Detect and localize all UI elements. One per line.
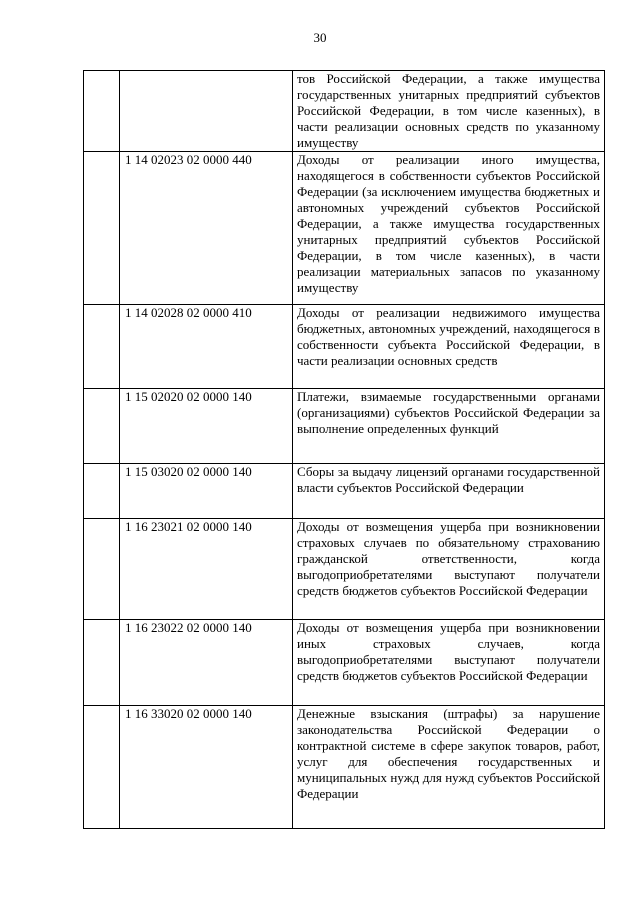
revenue-code-cell: 1 16 23022 02 0000 140 xyxy=(120,620,293,706)
table-row xyxy=(84,389,605,464)
row-number-cell xyxy=(84,305,120,389)
revenue-code-cell: 1 15 03020 02 0000 140 xyxy=(120,464,293,519)
revenue-description-text: Доходы от возмещения ущерба при возникновении иных страховых случаев, когда выгодоприобретателями выступают получатели средств бюджетов субъектов Российской Федерации xyxy=(297,620,600,683)
revenue-code-cell xyxy=(120,71,293,152)
revenue-description-cell xyxy=(293,519,605,620)
revenue-description-cell xyxy=(293,152,605,305)
row-number-cell xyxy=(84,71,120,152)
row-number-cell xyxy=(84,389,120,464)
revenue-codes-table xyxy=(83,70,605,829)
revenue-description-text: Платежи, взимаемые государственными органами (организациями) субъектов Российской Федерации за выполнение определенных функций xyxy=(297,389,600,436)
revenue-description-cell xyxy=(293,706,605,829)
revenue-description-cell xyxy=(293,464,605,519)
table-row xyxy=(84,305,605,389)
revenue-description-text: Денежные взыскания (штрафы) за нарушение законодательства Российской Федерации о контрактной системе в сфере закупок товаров, работ, услуг для обеспечения государственных и муниципальных нужд для нужд субъектов Российской Федерации xyxy=(297,706,600,801)
revenue-description-cell xyxy=(293,620,605,706)
revenue-description-text: тов Российской Федерации, а также имущества государственных унитарных предприятий субъектов Российской Федерации, в том числе казенных), в части реализации основных средств по указанному имуществу xyxy=(297,71,600,150)
table-row xyxy=(84,464,605,519)
revenue-code-cell: 1 14 02023 02 0000 440 xyxy=(120,152,293,305)
revenue-description-cell xyxy=(293,389,605,464)
page-number: 30 xyxy=(313,30,327,45)
row-number-cell xyxy=(84,706,120,829)
table-row xyxy=(84,620,605,706)
table-row xyxy=(84,152,605,305)
revenue-code-cell: 1 14 02028 02 0000 410 xyxy=(120,305,293,389)
table-row xyxy=(84,519,605,620)
revenue-description-cell xyxy=(293,305,605,389)
row-number-cell xyxy=(84,620,120,706)
revenue-description-text: Доходы от реализации недвижимого имущества бюджетных, автономных учреждений, находящегося в собственности субъекта Российской Федерации, в части реализации основных средств xyxy=(297,305,600,368)
row-number-cell xyxy=(84,464,120,519)
table-row xyxy=(84,71,605,152)
revenue-description-text: Доходы от реализации иного имущества, находящегося в собственности субъектов Российской Федерации (за исключением имущества бюджетных и автономных учреждений субъектов Российской Федерации, а также имущества государственных унитарных предприятий субъектов Российской Федерации, в том числе казенных), в части реализации материальных запасов по указанному имуществу xyxy=(297,152,600,295)
table-row xyxy=(84,706,605,829)
revenue-description-text: Доходы от возмещения ущерба при возникновении страховых случаев по обязательному страхованию гражданской ответственности, когда выгодоприобретателями выступают получатели средств бюджетов субъектов Российской Федерации xyxy=(297,519,600,598)
revenue-description-cell xyxy=(293,71,605,152)
revenue-description-text: Сборы за выдачу лицензий органами государственной власти субъектов Российской Федерации xyxy=(297,464,600,495)
row-number-cell xyxy=(84,519,120,620)
row-number-cell xyxy=(84,152,120,305)
revenue-code-cell: 1 16 33020 02 0000 140 xyxy=(120,706,293,829)
revenue-code-cell: 1 16 23021 02 0000 140 xyxy=(120,519,293,620)
revenue-code-cell: 1 15 02020 02 0000 140 xyxy=(120,389,293,464)
